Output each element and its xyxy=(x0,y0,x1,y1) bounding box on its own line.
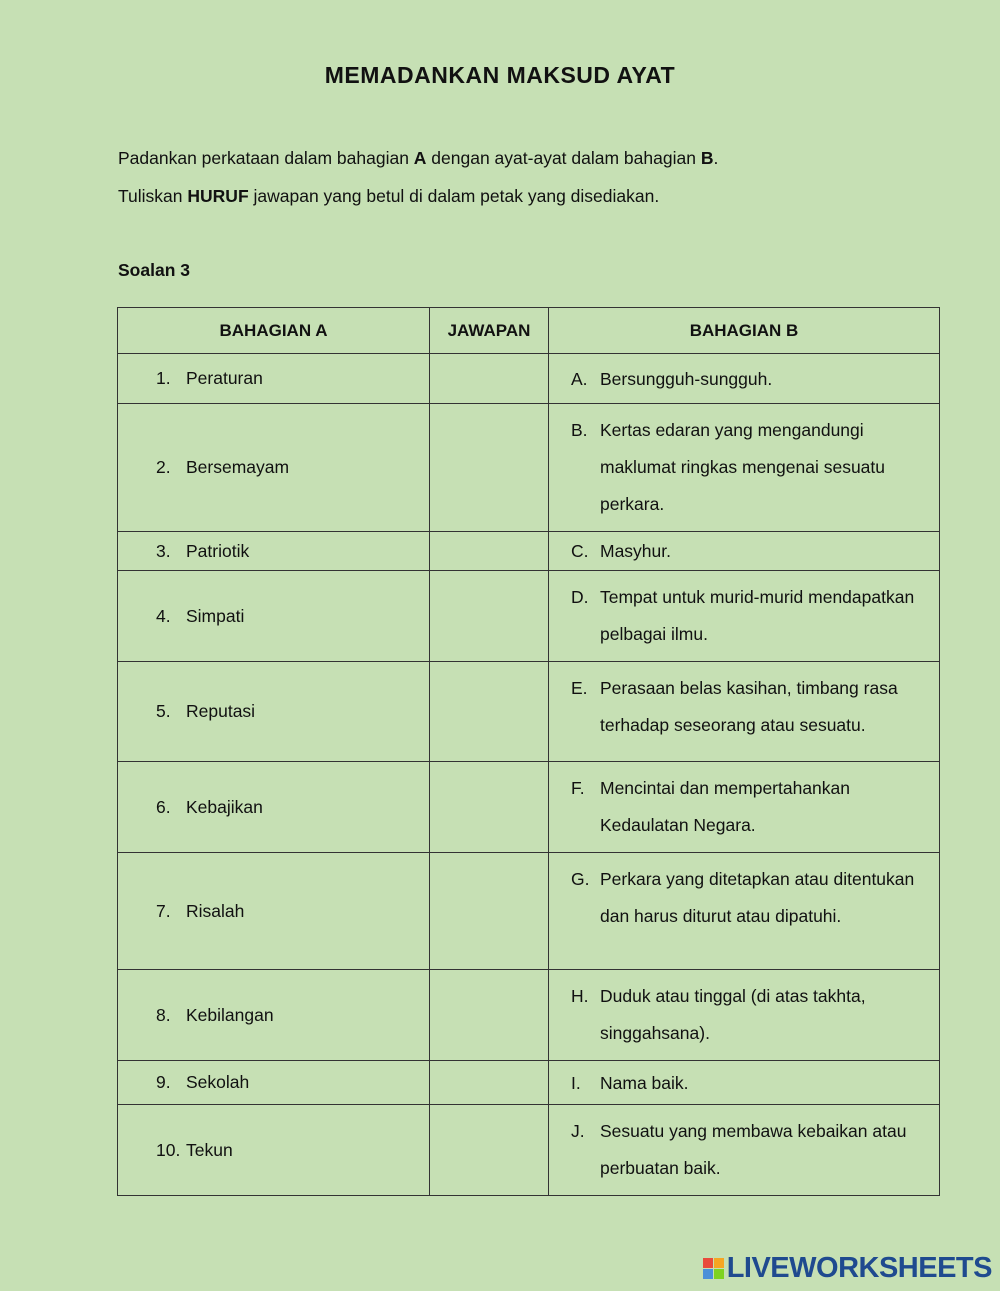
item-word: Sekolah xyxy=(186,1072,250,1092)
instruction-bold-huruf: HURUF xyxy=(187,186,249,206)
table-row xyxy=(118,404,940,532)
meaning-wrap xyxy=(549,539,939,563)
meaning-wrap xyxy=(549,367,939,391)
meaning-text: Perkara yang ditetapkan atau ditentukan dan harus diturut atau dipatuhi. xyxy=(600,869,915,926)
answer-box[interactable] xyxy=(430,571,549,662)
meaning-letter: F. xyxy=(571,778,585,798)
meaning-letter: B. xyxy=(571,420,588,440)
instruction-text: jawapan yang betul di dalam petak yang disediakan. xyxy=(248,186,660,206)
brand-name: LIVEWORKSHEETS xyxy=(726,1252,992,1284)
table-row xyxy=(118,853,940,970)
item-number: 7. xyxy=(156,900,171,921)
header-bahagian-b: BAHAGIAN B xyxy=(549,308,940,354)
answer-box[interactable] xyxy=(430,1105,549,1196)
item-word: Kebajikan xyxy=(186,796,263,817)
instruction-text: Padankan perkataan dalam bahagian xyxy=(118,148,414,168)
instruction-bold-b: B xyxy=(700,148,714,168)
meaning-text: Perasaan belas kasihan, timbang rasa terhadap seseorang atau sesuatu. xyxy=(600,678,898,735)
answer-box[interactable] xyxy=(430,532,549,571)
answer-box[interactable] xyxy=(430,853,549,970)
table-row xyxy=(118,571,940,662)
meaning-wrap xyxy=(549,662,939,752)
answer-box[interactable] xyxy=(430,354,549,404)
item-number: 1. xyxy=(156,368,171,388)
table-header-row xyxy=(118,308,940,354)
cell-bahagian-a xyxy=(118,762,430,853)
cell-bahagian-a xyxy=(118,853,430,970)
cell-bahagian-b xyxy=(549,1061,940,1105)
instruction-text: dengan ayat-ayat dalam bahagian xyxy=(426,148,701,168)
brand-logo-square xyxy=(714,1269,724,1279)
cell-bahagian-b xyxy=(549,662,940,762)
cell-bahagian-a xyxy=(118,1061,430,1105)
cell-bahagian-a xyxy=(118,404,430,532)
meaning-text: Masyhur. xyxy=(600,541,671,561)
item-word: Peraturan xyxy=(186,368,263,388)
meaning-letter: J. xyxy=(571,1121,585,1141)
meaning-letter: E. xyxy=(571,678,588,698)
cell-bahagian-b xyxy=(549,970,940,1061)
meaning-text: Duduk atau tinggal (di atas takhta, singgahsana). xyxy=(600,986,866,1043)
meaning-wrap xyxy=(549,404,939,531)
item-number: 9. xyxy=(156,1072,171,1092)
answer-box[interactable] xyxy=(430,762,549,853)
brand-logo-square xyxy=(714,1258,724,1268)
brand-logo-square xyxy=(703,1269,713,1279)
answer-box[interactable] xyxy=(430,662,549,762)
cell-bahagian-b xyxy=(549,1105,940,1196)
meaning-letter: C. xyxy=(571,541,589,561)
cell-bahagian-a xyxy=(118,571,430,662)
meaning-text: Tempat untuk murid-murid mendapatkan pelbagai ilmu. xyxy=(600,587,915,644)
table-row xyxy=(118,1105,940,1196)
matching-table xyxy=(117,307,940,1196)
item-number: 5. xyxy=(156,701,171,721)
item-number: 3. xyxy=(156,540,171,561)
item-word: Kebilangan xyxy=(186,1004,274,1025)
item-word: Simpati xyxy=(186,605,245,626)
brand-logo xyxy=(703,1252,992,1285)
meaning-text: Bersungguh-sungguh. xyxy=(600,368,773,389)
cell-bahagian-b xyxy=(549,532,940,571)
table-row xyxy=(118,1061,940,1105)
table-row xyxy=(118,532,940,571)
cell-bahagian-b xyxy=(549,404,940,532)
meaning-text: Nama baik. xyxy=(600,1072,689,1093)
item-number: 4. xyxy=(156,605,171,626)
cell-bahagian-b xyxy=(549,762,940,853)
meaning-letter: D. xyxy=(571,587,589,607)
meaning-wrap xyxy=(549,762,939,852)
item-number: 2. xyxy=(156,457,171,477)
cell-bahagian-a xyxy=(118,1105,430,1196)
meaning-letter: G. xyxy=(571,869,590,889)
item-word: Bersemayam xyxy=(186,457,290,477)
answer-box[interactable] xyxy=(430,404,549,532)
instruction-line-1 xyxy=(118,148,718,169)
item-number: 8. xyxy=(156,1004,171,1025)
meaning-letter: I. xyxy=(571,1072,581,1093)
cell-bahagian-a xyxy=(118,970,430,1061)
table-row xyxy=(118,662,940,762)
meaning-wrap xyxy=(549,853,939,943)
page-title: MEMADANKAN MAKSUD AYAT xyxy=(324,62,676,88)
header-jawapan: JAWAPAN xyxy=(430,308,549,354)
meaning-wrap xyxy=(549,1105,939,1195)
cell-bahagian-b xyxy=(549,571,940,662)
brand-logo-icon xyxy=(703,1258,724,1279)
table-row xyxy=(118,970,940,1061)
brand-logo-square xyxy=(703,1258,713,1268)
instruction-bold-a: A xyxy=(413,148,427,168)
answer-box[interactable] xyxy=(430,970,549,1061)
item-word: Tekun xyxy=(186,1139,233,1160)
instruction-text: . xyxy=(713,148,719,168)
cell-bahagian-a xyxy=(118,354,430,404)
meaning-text: Sesuatu yang membawa kebaikan atau perbuatan baik. xyxy=(600,1121,907,1178)
meaning-text: Kertas edaran yang mengandungi maklumat ringkas mengenai sesuatu perkara. xyxy=(600,420,886,514)
cell-bahagian-b xyxy=(549,354,940,404)
cell-bahagian-a xyxy=(118,532,430,571)
meaning-text: Mencintai dan mempertahankan Kedaulatan Negara. xyxy=(600,778,851,835)
instruction-line-2 xyxy=(118,186,659,207)
section-label: Soalan 3 xyxy=(118,260,190,280)
table-row xyxy=(118,354,940,404)
item-number: 10. xyxy=(156,1139,181,1160)
meaning-wrap xyxy=(549,571,939,661)
header-bahagian-a: BAHAGIAN A xyxy=(118,308,430,354)
item-number: 6. xyxy=(156,796,171,817)
meaning-letter: A. xyxy=(571,368,588,389)
meaning-letter: H. xyxy=(571,986,589,1006)
meaning-wrap xyxy=(549,1071,939,1095)
table-row xyxy=(118,762,940,853)
instruction-text: Tuliskan xyxy=(118,186,188,206)
item-word: Risalah xyxy=(186,900,245,921)
cell-bahagian-b xyxy=(549,853,940,970)
item-word: Reputasi xyxy=(186,701,256,721)
item-word: Patriotik xyxy=(186,540,250,561)
cell-bahagian-a xyxy=(118,662,430,762)
meaning-wrap xyxy=(549,970,939,1060)
answer-box[interactable] xyxy=(430,1061,549,1105)
